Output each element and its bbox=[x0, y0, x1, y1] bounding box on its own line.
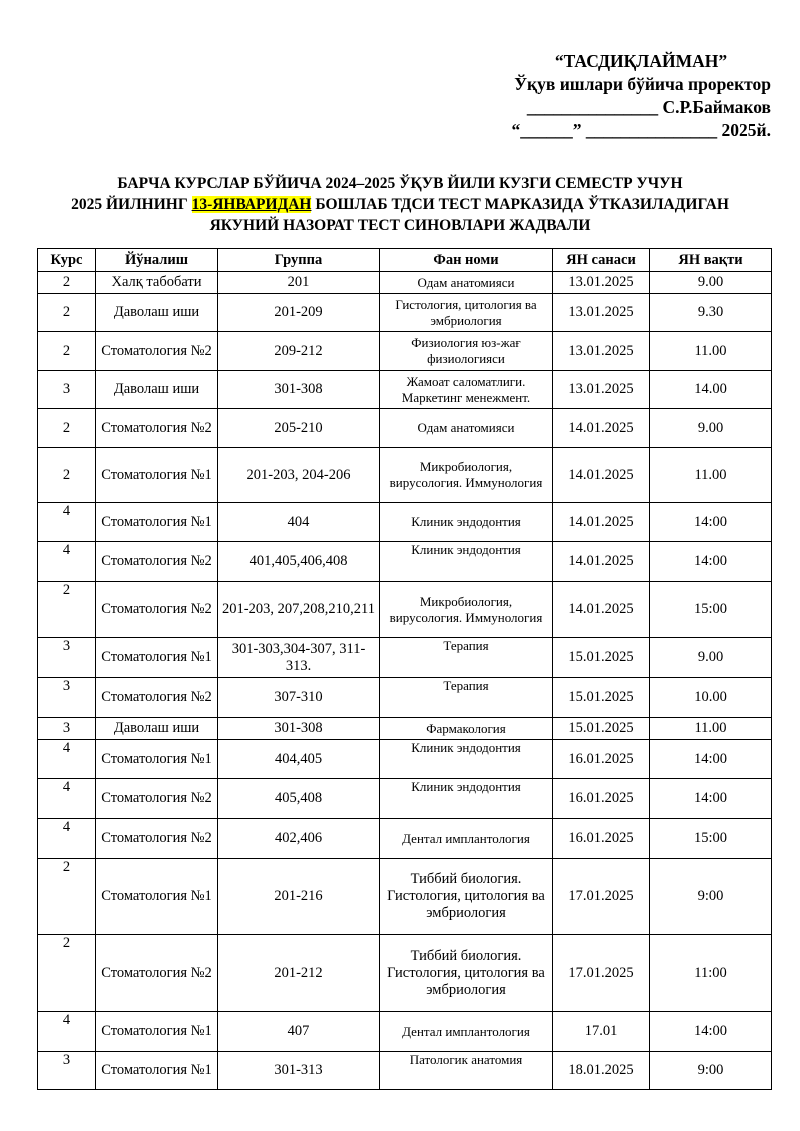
cell-date: 14.01.2025 bbox=[553, 542, 650, 582]
cell-time: 14:00 bbox=[650, 740, 772, 779]
cell-group: 201-212 bbox=[218, 935, 380, 1012]
cell-date: 17.01.2025 bbox=[553, 935, 650, 1012]
cell-direction: Даволаш иши bbox=[96, 371, 218, 409]
title-line-2 bbox=[40, 194, 760, 215]
cell-direction: Стоматология №1 bbox=[96, 1012, 218, 1052]
cell-time: 14:00 bbox=[650, 503, 772, 542]
cell-date: 15.01.2025 bbox=[553, 638, 650, 678]
cell-time: 9:00 bbox=[650, 1052, 772, 1090]
cell-subject: Фармакология bbox=[380, 718, 553, 740]
cell-course: 2 bbox=[38, 409, 96, 448]
table-row bbox=[38, 638, 772, 678]
cell-time: 14.00 bbox=[650, 371, 772, 409]
cell-time: 9.30 bbox=[650, 294, 772, 332]
cell-direction: Стоматология №2 bbox=[96, 409, 218, 448]
cell-time: 11.00 bbox=[650, 448, 772, 503]
header-group: Группа bbox=[218, 249, 380, 272]
cell-time: 15:00 bbox=[650, 582, 772, 638]
cell-date: 16.01.2025 bbox=[553, 819, 650, 859]
cell-subject: Одам анатомияси bbox=[380, 272, 553, 294]
table-row bbox=[38, 1052, 772, 1090]
table-row bbox=[38, 1012, 772, 1052]
table-row bbox=[38, 819, 772, 859]
cell-time: 11:00 bbox=[650, 935, 772, 1012]
table-row bbox=[38, 740, 772, 779]
document-title bbox=[40, 173, 760, 236]
cell-subject: Дентал имплантология bbox=[380, 819, 553, 859]
table-row bbox=[38, 272, 772, 294]
table-row bbox=[38, 678, 772, 718]
cell-direction: Стоматология №2 bbox=[96, 779, 218, 819]
cell-course: 3 bbox=[38, 371, 96, 409]
cell-group: 407 bbox=[218, 1012, 380, 1052]
cell-subject: Клиник эндодонтия bbox=[380, 740, 553, 779]
cell-date: 17.01.2025 bbox=[553, 859, 650, 935]
cell-date: 14.01.2025 bbox=[553, 448, 650, 503]
cell-subject: Терапия bbox=[380, 678, 553, 718]
cell-subject: Патологик анатомия bbox=[380, 1052, 553, 1090]
table-row bbox=[38, 779, 772, 819]
cell-subject: Гистология, цитология ва эмбриология bbox=[380, 294, 553, 332]
cell-course: 3 bbox=[38, 718, 96, 740]
cell-direction: Стоматология №2 bbox=[96, 678, 218, 718]
cell-time: 9.00 bbox=[650, 409, 772, 448]
cell-time: 15:00 bbox=[650, 819, 772, 859]
cell-course: 2 bbox=[38, 448, 96, 503]
header-direction: Йўналиш bbox=[96, 249, 218, 272]
cell-subject: Клиник эндодонтия bbox=[380, 779, 553, 819]
cell-time: 14:00 bbox=[650, 542, 772, 582]
cell-course: 4 bbox=[38, 779, 96, 819]
cell-date: 14.01.2025 bbox=[553, 409, 650, 448]
cell-direction: Халқ табобати bbox=[96, 272, 218, 294]
cell-course: 4 bbox=[38, 542, 96, 582]
cell-course: 2 bbox=[38, 294, 96, 332]
table-row bbox=[38, 718, 772, 740]
table-row bbox=[38, 409, 772, 448]
cell-group: 201-203, 204-206 bbox=[218, 448, 380, 503]
cell-direction: Стоматология №1 bbox=[96, 1052, 218, 1090]
cell-group: 201-216 bbox=[218, 859, 380, 935]
approval-title: “ТАСДИҚЛАЙМАН” bbox=[554, 51, 728, 71]
header-time: ЯН вақти bbox=[650, 249, 772, 272]
cell-date: 18.01.2025 bbox=[553, 1052, 650, 1090]
cell-date: 13.01.2025 bbox=[553, 294, 650, 332]
cell-course: 2 bbox=[38, 332, 96, 371]
cell-date: 16.01.2025 bbox=[553, 779, 650, 819]
cell-time: 9:00 bbox=[650, 859, 772, 935]
approval-signature-line: _______________ С.Р.Баймаков bbox=[526, 97, 771, 117]
header-date: ЯН санаси bbox=[553, 249, 650, 272]
title-line-2-end: БОШЛАБ ТДСИ ТЕСТ МАРКАЗИДА ЎТКАЗИЛАДИГАН bbox=[311, 196, 729, 213]
approval-block bbox=[471, 50, 771, 142]
cell-course: 3 bbox=[38, 638, 96, 678]
table-row bbox=[38, 542, 772, 582]
cell-direction: Стоматология №1 bbox=[96, 740, 218, 779]
cell-group: 301-308 bbox=[218, 371, 380, 409]
cell-group: 404 bbox=[218, 503, 380, 542]
cell-date: 17.01 bbox=[553, 1012, 650, 1052]
cell-time: 9.00 bbox=[650, 272, 772, 294]
cell-group: 401,405,406,408 bbox=[218, 542, 380, 582]
cell-course: 4 bbox=[38, 819, 96, 859]
table-row bbox=[38, 332, 772, 371]
cell-course: 3 bbox=[38, 1052, 96, 1090]
title-date-highlight: 13-ЯНВАРИДАН bbox=[191, 196, 312, 213]
table-row bbox=[38, 294, 772, 332]
cell-direction: Стоматология №2 bbox=[96, 332, 218, 371]
cell-subject: Клиник эндодонтия bbox=[380, 503, 553, 542]
cell-date: 15.01.2025 bbox=[553, 678, 650, 718]
table-row bbox=[38, 859, 772, 935]
table-row bbox=[38, 935, 772, 1012]
cell-date: 13.01.2025 bbox=[553, 371, 650, 409]
cell-course: 2 bbox=[38, 935, 96, 1012]
cell-course: 3 bbox=[38, 678, 96, 718]
approval-date-line: “______” _______________ 2025й. bbox=[511, 120, 771, 140]
cell-direction: Стоматология №2 bbox=[96, 935, 218, 1012]
cell-date: 16.01.2025 bbox=[553, 740, 650, 779]
cell-subject: Одам анатомияси bbox=[380, 409, 553, 448]
cell-subject: Микробиология, вирусология. Иммунология bbox=[380, 448, 553, 503]
cell-group: 404,405 bbox=[218, 740, 380, 779]
cell-group: 402,406 bbox=[218, 819, 380, 859]
cell-course: 2 bbox=[38, 582, 96, 638]
title-line-1: БАРЧА КУРСЛАР БЎЙИЧА 2024–2025 ЎҚУВ ЙИЛИ КУЗГИ СЕМЕСТР УЧУН bbox=[117, 175, 683, 192]
cell-group: 301-308 bbox=[218, 718, 380, 740]
cell-time: 9.00 bbox=[650, 638, 772, 678]
cell-subject: Микробиология, вирусология. Иммунология bbox=[380, 582, 553, 638]
cell-subject: Тиббий биология. Гистология, цитология ва эмбриология bbox=[380, 935, 553, 1012]
table-header-row bbox=[38, 249, 772, 272]
cell-subject: Клиник эндодонтия bbox=[380, 542, 553, 582]
cell-group: 201-209 bbox=[218, 294, 380, 332]
cell-direction: Даволаш иши bbox=[96, 718, 218, 740]
cell-subject: Дентал имплантология bbox=[380, 1012, 553, 1052]
cell-course: 4 bbox=[38, 503, 96, 542]
cell-date: 15.01.2025 bbox=[553, 718, 650, 740]
cell-direction: Даволаш иши bbox=[96, 294, 218, 332]
cell-date: 13.01.2025 bbox=[553, 272, 650, 294]
cell-time: 14:00 bbox=[650, 1012, 772, 1052]
exam-schedule-table bbox=[37, 248, 772, 1090]
cell-group: 301-313 bbox=[218, 1052, 380, 1090]
cell-direction: Стоматология №1 bbox=[96, 503, 218, 542]
cell-time: 14:00 bbox=[650, 779, 772, 819]
cell-date: 14.01.2025 bbox=[553, 582, 650, 638]
cell-subject: Тиббий биология. Гистология, цитология ва эмбриология bbox=[380, 859, 553, 935]
cell-subject: Физиология юз-жағ физиологияси bbox=[380, 332, 553, 371]
cell-group: 201-203, 207,208,210,211 bbox=[218, 582, 380, 638]
cell-group: 405,408 bbox=[218, 779, 380, 819]
cell-course: 4 bbox=[38, 740, 96, 779]
cell-group: 307-310 bbox=[218, 678, 380, 718]
table-row bbox=[38, 371, 772, 409]
cell-direction: Стоматология №2 bbox=[96, 582, 218, 638]
table-row bbox=[38, 503, 772, 542]
cell-course: 2 bbox=[38, 272, 96, 294]
cell-group: 201 bbox=[218, 272, 380, 294]
cell-time: 11.00 bbox=[650, 332, 772, 371]
cell-subject: Терапия bbox=[380, 638, 553, 678]
cell-direction: Стоматология №1 bbox=[96, 448, 218, 503]
cell-course: 2 bbox=[38, 859, 96, 935]
approval-position: Ўқув ишлари бўйича проректор bbox=[514, 74, 771, 94]
cell-time: 10.00 bbox=[650, 678, 772, 718]
header-course: Курс bbox=[38, 249, 96, 272]
cell-group: 205-210 bbox=[218, 409, 380, 448]
cell-group: 301-303,304-307, 311-313. bbox=[218, 638, 380, 678]
cell-time: 11.00 bbox=[650, 718, 772, 740]
cell-subject: Жамоат саломатлиги. Маркетинг менежмент. bbox=[380, 371, 553, 409]
title-line-2-start: 2025 ЙИЛНИНГ bbox=[71, 196, 192, 213]
cell-direction: Стоматология №2 bbox=[96, 819, 218, 859]
cell-date: 13.01.2025 bbox=[553, 332, 650, 371]
cell-direction: Стоматология №1 bbox=[96, 859, 218, 935]
table-row bbox=[38, 582, 772, 638]
title-line-3: ЯКУНИЙ НАЗОРАТ ТЕСТ СИНОВЛАРИ ЖАДВАЛИ bbox=[209, 217, 591, 234]
header-subject: Фан номи bbox=[380, 249, 553, 272]
cell-date: 14.01.2025 bbox=[553, 503, 650, 542]
cell-direction: Стоматология №1 bbox=[96, 638, 218, 678]
table-row bbox=[38, 448, 772, 503]
cell-direction: Стоматология №2 bbox=[96, 542, 218, 582]
cell-group: 209-212 bbox=[218, 332, 380, 371]
cell-course: 4 bbox=[38, 1012, 96, 1052]
